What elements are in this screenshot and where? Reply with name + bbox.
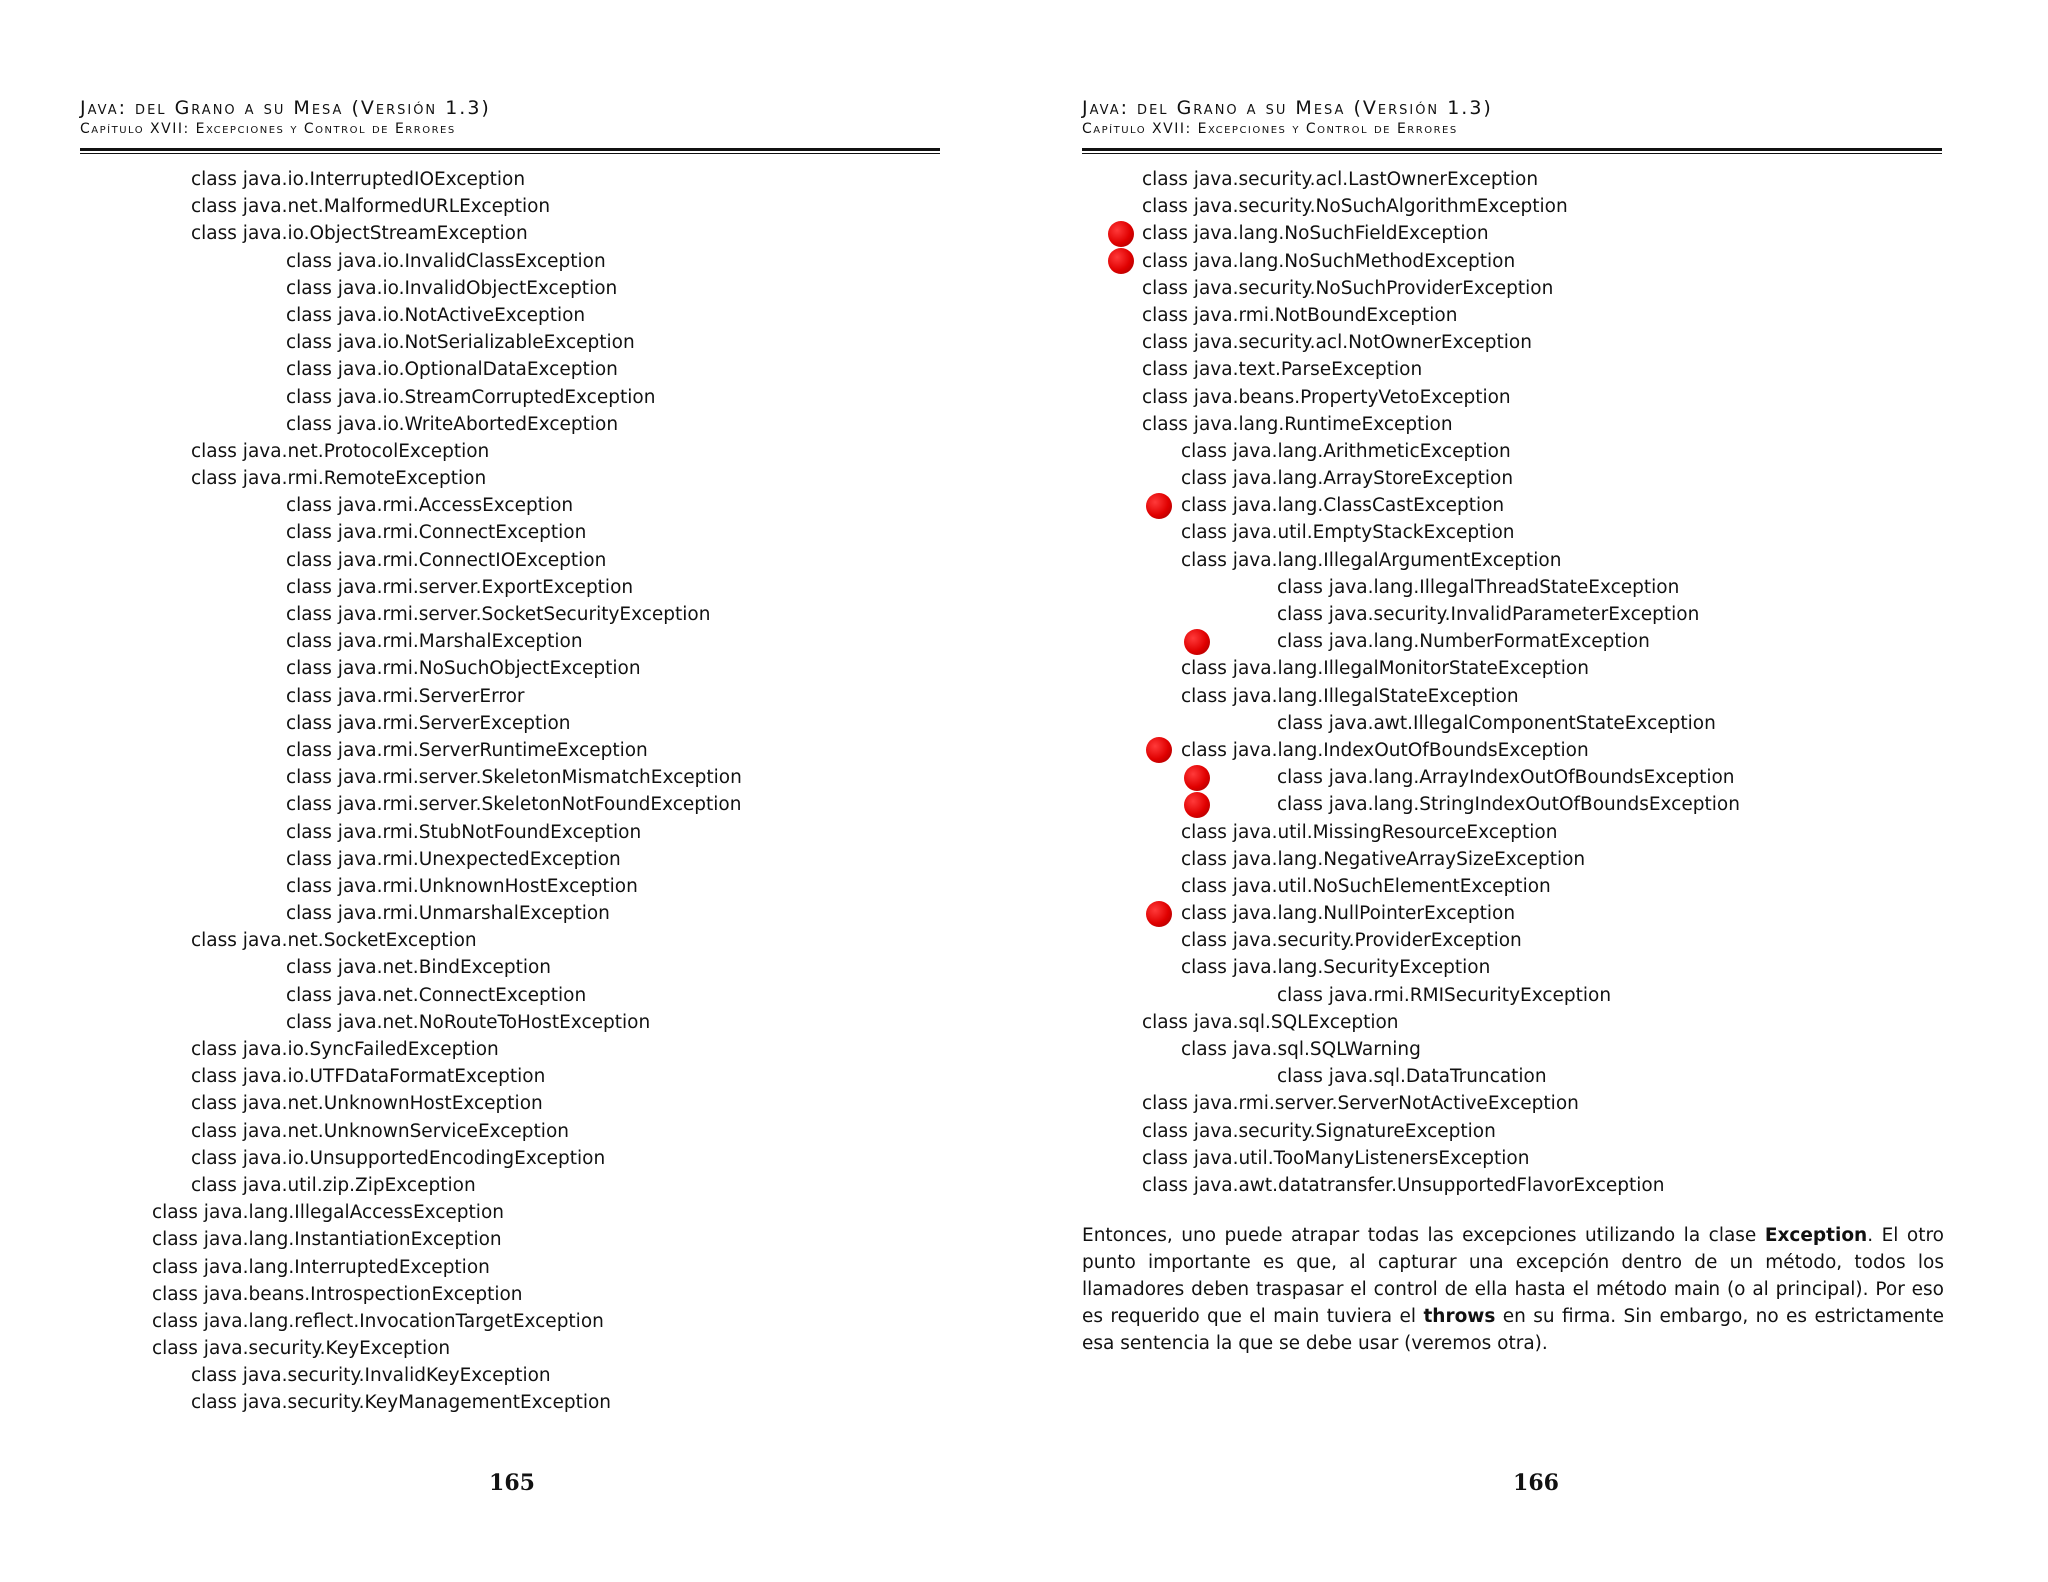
- class-name: class java.io.InterruptedIOException: [191, 169, 526, 190]
- class-entry: [1024, 846, 2048, 873]
- class-name: class java.lang.IllegalAccessException: [152, 1202, 504, 1224]
- class-name: class java.net.BindException: [286, 957, 552, 979]
- class-name: class java.rmi.server.ServerNotActiveException: [1142, 1093, 1579, 1115]
- class-entry: [0, 220, 1024, 247]
- class-entry: [0, 166, 1024, 193]
- paragraph-text: en su firma. Sin embargo, no es estrictamente esa sentencia la que se debe usar (veremos otra).: [1082, 1306, 1944, 1354]
- class-name: class java.rmi.RemoteException: [191, 468, 487, 490]
- class-entry: [1024, 737, 2048, 764]
- class-entry: [0, 302, 1024, 329]
- class-entry: [0, 683, 1024, 710]
- class-name: class java.security.NoSuchProviderException: [1142, 277, 1554, 299]
- class-name: class java.text.ParseException: [1142, 359, 1423, 381]
- class-name: class java.io.UnsupportedEncodingException: [191, 1147, 606, 1169]
- class-name: class java.rmi.NotBoundException: [1142, 304, 1458, 326]
- class-entry: [1024, 1145, 2048, 1172]
- class-name: class java.util.NoSuchElementException: [1181, 875, 1551, 897]
- class-entry: [0, 1118, 1024, 1145]
- page-number: 165: [489, 1470, 535, 1496]
- red-marker-icon: [1108, 248, 1134, 274]
- class-entry: [0, 737, 1024, 764]
- class-name: class java.rmi.UnknownHostException: [286, 875, 638, 897]
- class-entry: [0, 574, 1024, 601]
- paragraph-text: Entonces, uno puede atrapar todas las excepciones utilizando la clase: [1082, 1225, 1765, 1246]
- class-name: class java.lang.IndexOutOfBoundsException: [1181, 739, 1589, 761]
- class-name: class java.rmi.ConnectIOException: [286, 549, 607, 571]
- class-name: class java.io.NotActiveException: [286, 304, 586, 326]
- class-entry: [0, 954, 1024, 981]
- class-entry: [1024, 329, 2048, 356]
- class-entry: [0, 764, 1024, 791]
- class-name: class java.beans.IntrospectionException: [152, 1283, 523, 1305]
- page-header: [1082, 96, 1942, 154]
- class-entry: [1024, 710, 2048, 737]
- class-name: class java.io.WriteAbortedException: [286, 413, 619, 435]
- class-entry: [1024, 193, 2048, 220]
- class-entry: [0, 655, 1024, 682]
- body-paragraph: [1082, 1222, 1944, 1357]
- header-rule: [80, 148, 940, 154]
- page-number: 166: [1513, 1470, 1559, 1496]
- class-entry: [0, 1362, 1024, 1389]
- class-name: class java.sql.SQLWarning: [1181, 1039, 1421, 1060]
- red-marker-icon: [1184, 765, 1210, 791]
- class-entry: [0, 819, 1024, 846]
- class-name: class java.net.NoRouteToHostException: [286, 1011, 651, 1033]
- class-name: class java.security.SignatureException: [1142, 1120, 1496, 1142]
- class-name: class java.lang.ClassCastException: [1181, 495, 1505, 517]
- class-entry: [0, 628, 1024, 655]
- class-name: class java.rmi.server.ExportException: [286, 576, 634, 598]
- red-marker-icon: [1108, 221, 1134, 247]
- class-entry: [1024, 819, 2048, 846]
- class-name: class java.io.ObjectStreamException: [191, 223, 528, 245]
- class-entry: [0, 1335, 1024, 1362]
- class-name: class java.lang.IllegalThreadStateException: [1277, 576, 1680, 598]
- class-name: class java.rmi.ConnectException: [286, 522, 587, 544]
- class-name: class java.rmi.RMISecurityException: [1277, 984, 1612, 1006]
- class-name: class java.lang.NumberFormatException: [1277, 631, 1650, 653]
- paragraph-bold-term: Exception: [1764, 1225, 1868, 1246]
- class-name: class java.lang.IllegalArgumentException: [1181, 549, 1562, 571]
- class-name: class java.lang.ArithmeticException: [1181, 440, 1511, 462]
- class-entry: [1024, 1063, 2048, 1090]
- class-entry: [0, 1226, 1024, 1253]
- class-entry: [0, 927, 1024, 954]
- class-name: class java.lang.IllegalMonitorStateException: [1181, 658, 1589, 680]
- class-entry: [1024, 248, 2048, 275]
- class-name: class java.rmi.server.SocketSecurityException: [286, 604, 711, 625]
- class-name: class java.security.acl.NotOwnerException: [1142, 332, 1532, 354]
- class-name: class java.rmi.ServerError: [286, 685, 525, 707]
- class-name: class java.rmi.server.SkeletonNotFoundException: [286, 794, 742, 816]
- class-entry: [1024, 1118, 2048, 1145]
- class-name: class java.net.SocketException: [191, 930, 477, 952]
- class-entry: [0, 900, 1024, 927]
- class-entry: [0, 1281, 1024, 1308]
- class-entry: [0, 519, 1024, 546]
- class-entry: [0, 547, 1024, 574]
- class-name: class java.lang.InterruptedException: [152, 1256, 490, 1278]
- book-title: Java: del Grano a su Mesa (Versión 1.3): [1082, 97, 1493, 119]
- class-name: class java.net.MalformedURLException: [191, 196, 551, 218]
- paragraph-bold-term: throws: [1423, 1306, 1496, 1327]
- class-name: class java.security.InvalidKeyException: [191, 1365, 551, 1387]
- class-name: class java.rmi.UnmarshalException: [286, 903, 610, 925]
- exception-hierarchy-list: [0, 166, 1024, 1417]
- class-name: class java.security.KeyException: [152, 1338, 451, 1360]
- red-marker-icon: [1184, 792, 1210, 818]
- class-name: class java.lang.reflect.InvocationTargetException: [152, 1310, 604, 1332]
- class-name: class java.lang.NullPointerException: [1181, 903, 1516, 925]
- class-name: class java.lang.StringIndexOutOfBoundsException: [1277, 794, 1740, 816]
- class-entry: [0, 873, 1024, 900]
- class-entry: [1024, 519, 2048, 546]
- class-entry: [1024, 275, 2048, 302]
- class-name: class java.security.acl.LastOwnerException: [1142, 169, 1539, 190]
- class-entry: [0, 411, 1024, 438]
- class-entry: [0, 384, 1024, 411]
- class-entry: [1024, 1009, 2048, 1036]
- class-name: class java.security.NoSuchAlgorithmException: [1142, 196, 1568, 218]
- class-name: class java.util.MissingResourceException: [1181, 821, 1558, 843]
- class-name: class java.lang.InstantiationException: [152, 1229, 502, 1251]
- class-name: class java.security.ProviderException: [1181, 930, 1522, 952]
- class-name: class java.io.StreamCorruptedException: [286, 386, 656, 408]
- red-marker-icon: [1184, 629, 1210, 655]
- class-entry: [0, 846, 1024, 873]
- right-page: [1024, 0, 2048, 1582]
- class-name: class java.lang.RuntimeException: [1142, 413, 1453, 435]
- class-entry: [1024, 166, 2048, 193]
- class-entry: [1024, 1172, 2048, 1199]
- class-entry: [1024, 873, 2048, 900]
- class-entry: [1024, 601, 2048, 628]
- class-entry: [1024, 411, 2048, 438]
- class-name: class java.io.UTFDataFormatException: [191, 1066, 546, 1088]
- chapter-title: Capítulo XVII: Excepciones y Control de Errores: [80, 121, 456, 137]
- class-name: class java.rmi.AccessException: [286, 495, 574, 517]
- class-name: class java.io.SyncFailedException: [191, 1039, 499, 1060]
- class-entry: [1024, 465, 2048, 492]
- class-name: class java.rmi.UnexpectedException: [286, 848, 621, 870]
- class-name: class java.net.ConnectException: [286, 984, 587, 1006]
- class-name: class java.io.InvalidClassException: [286, 250, 606, 272]
- class-entry: [0, 1308, 1024, 1335]
- class-entry: [1024, 547, 2048, 574]
- class-name: class java.awt.IllegalComponentStateException: [1277, 712, 1716, 734]
- class-entry: [0, 791, 1024, 818]
- class-name: class java.io.OptionalDataException: [286, 359, 618, 381]
- class-entry: [0, 329, 1024, 356]
- class-entry: [1024, 356, 2048, 383]
- class-name: class java.lang.NoSuchMethodException: [1142, 250, 1516, 272]
- class-name: class java.util.zip.ZipException: [191, 1174, 476, 1196]
- class-entry: [0, 1009, 1024, 1036]
- book-title: Java: del Grano a su Mesa (Versión 1.3): [80, 97, 491, 119]
- class-entry: [0, 356, 1024, 383]
- class-name: class java.security.KeyManagementException: [191, 1392, 612, 1414]
- class-name: class java.net.UnknownServiceException: [191, 1120, 569, 1142]
- paragraph-text: . El otro punto importante es que, al capturar una excepción dentro de un método, todos los llamadores deben traspasar el control de ella hasta el método main (o al principal). Por eso es requerido que el main tuviera el: [1082, 1225, 1945, 1327]
- red-marker-icon: [1146, 901, 1172, 927]
- class-entry: [0, 601, 1024, 628]
- class-name: class java.lang.NegativeArraySizeException: [1181, 848, 1586, 870]
- class-entry: [1024, 683, 2048, 710]
- class-entry: [1024, 982, 2048, 1009]
- class-name: class java.rmi.ServerRuntimeException: [286, 739, 648, 761]
- exception-hierarchy-list: [1024, 166, 2048, 1199]
- class-entry: [0, 1090, 1024, 1117]
- class-name: class java.rmi.MarshalException: [286, 631, 583, 653]
- class-name: class java.net.ProtocolException: [191, 440, 490, 462]
- red-marker-icon: [1146, 493, 1172, 519]
- class-name: class java.beans.PropertyVetoException: [1142, 386, 1511, 408]
- class-name: class java.lang.ArrayStoreException: [1181, 468, 1514, 490]
- class-entry: [1024, 954, 2048, 981]
- class-entry: [0, 1389, 1024, 1416]
- class-entry: [1024, 900, 2048, 927]
- class-name: class java.lang.NoSuchFieldException: [1142, 223, 1489, 245]
- class-entry: [1024, 1090, 2048, 1117]
- class-name: class java.rmi.ServerException: [286, 712, 571, 734]
- class-entry: [1024, 220, 2048, 247]
- class-entry: [1024, 492, 2048, 519]
- class-entry: [0, 248, 1024, 275]
- class-entry: [0, 1254, 1024, 1281]
- class-entry: [1024, 628, 2048, 655]
- class-entry: [1024, 1036, 2048, 1063]
- class-name: class java.util.TooManyListenersException: [1142, 1147, 1530, 1169]
- class-entry: [0, 1036, 1024, 1063]
- class-entry: [1024, 764, 2048, 791]
- chapter-title: Capítulo XVII: Excepciones y Control de Errores: [1082, 121, 1458, 137]
- class-entry: [1024, 302, 2048, 329]
- class-entry: [0, 1172, 1024, 1199]
- class-entry: [0, 465, 1024, 492]
- class-entry: [1024, 574, 2048, 601]
- class-name: class java.io.NotSerializableException: [286, 332, 635, 354]
- red-marker-icon: [1146, 737, 1172, 763]
- class-name: class java.security.InvalidParameterException: [1277, 604, 1700, 625]
- class-name: class java.io.InvalidObjectException: [286, 277, 618, 299]
- class-entry: [1024, 655, 2048, 682]
- class-entry: [0, 982, 1024, 1009]
- class-name: class java.sql.DataTruncation: [1277, 1066, 1547, 1088]
- class-entry: [1024, 438, 2048, 465]
- class-entry: [0, 1145, 1024, 1172]
- class-name: class java.awt.datatransfer.UnsupportedFlavorException: [1142, 1174, 1665, 1196]
- class-name: class java.lang.IllegalStateException: [1181, 685, 1519, 707]
- class-entry: [1024, 791, 2048, 818]
- header-rule: [1082, 148, 1942, 154]
- class-entry: [0, 1063, 1024, 1090]
- class-entry: [0, 710, 1024, 737]
- class-name: class java.net.UnknownHostException: [191, 1093, 543, 1115]
- page-header: [80, 96, 940, 154]
- class-entry: [1024, 927, 2048, 954]
- class-name: class java.lang.SecurityException: [1181, 957, 1491, 979]
- class-name: class java.rmi.NoSuchObjectException: [286, 658, 641, 680]
- class-name: class java.lang.ArrayIndexOutOfBoundsException: [1277, 767, 1735, 789]
- class-entry: [0, 1199, 1024, 1226]
- class-entry: [0, 492, 1024, 519]
- class-name: class java.rmi.server.SkeletonMismatchException: [286, 767, 742, 789]
- class-name: class java.rmi.StubNotFoundException: [286, 821, 642, 843]
- class-entry: [1024, 384, 2048, 411]
- class-name: class java.util.EmptyStackException: [1181, 522, 1515, 544]
- class-entry: [0, 275, 1024, 302]
- class-name: class java.sql.SQLException: [1142, 1011, 1399, 1033]
- class-entry: [0, 193, 1024, 220]
- class-entry: [0, 438, 1024, 465]
